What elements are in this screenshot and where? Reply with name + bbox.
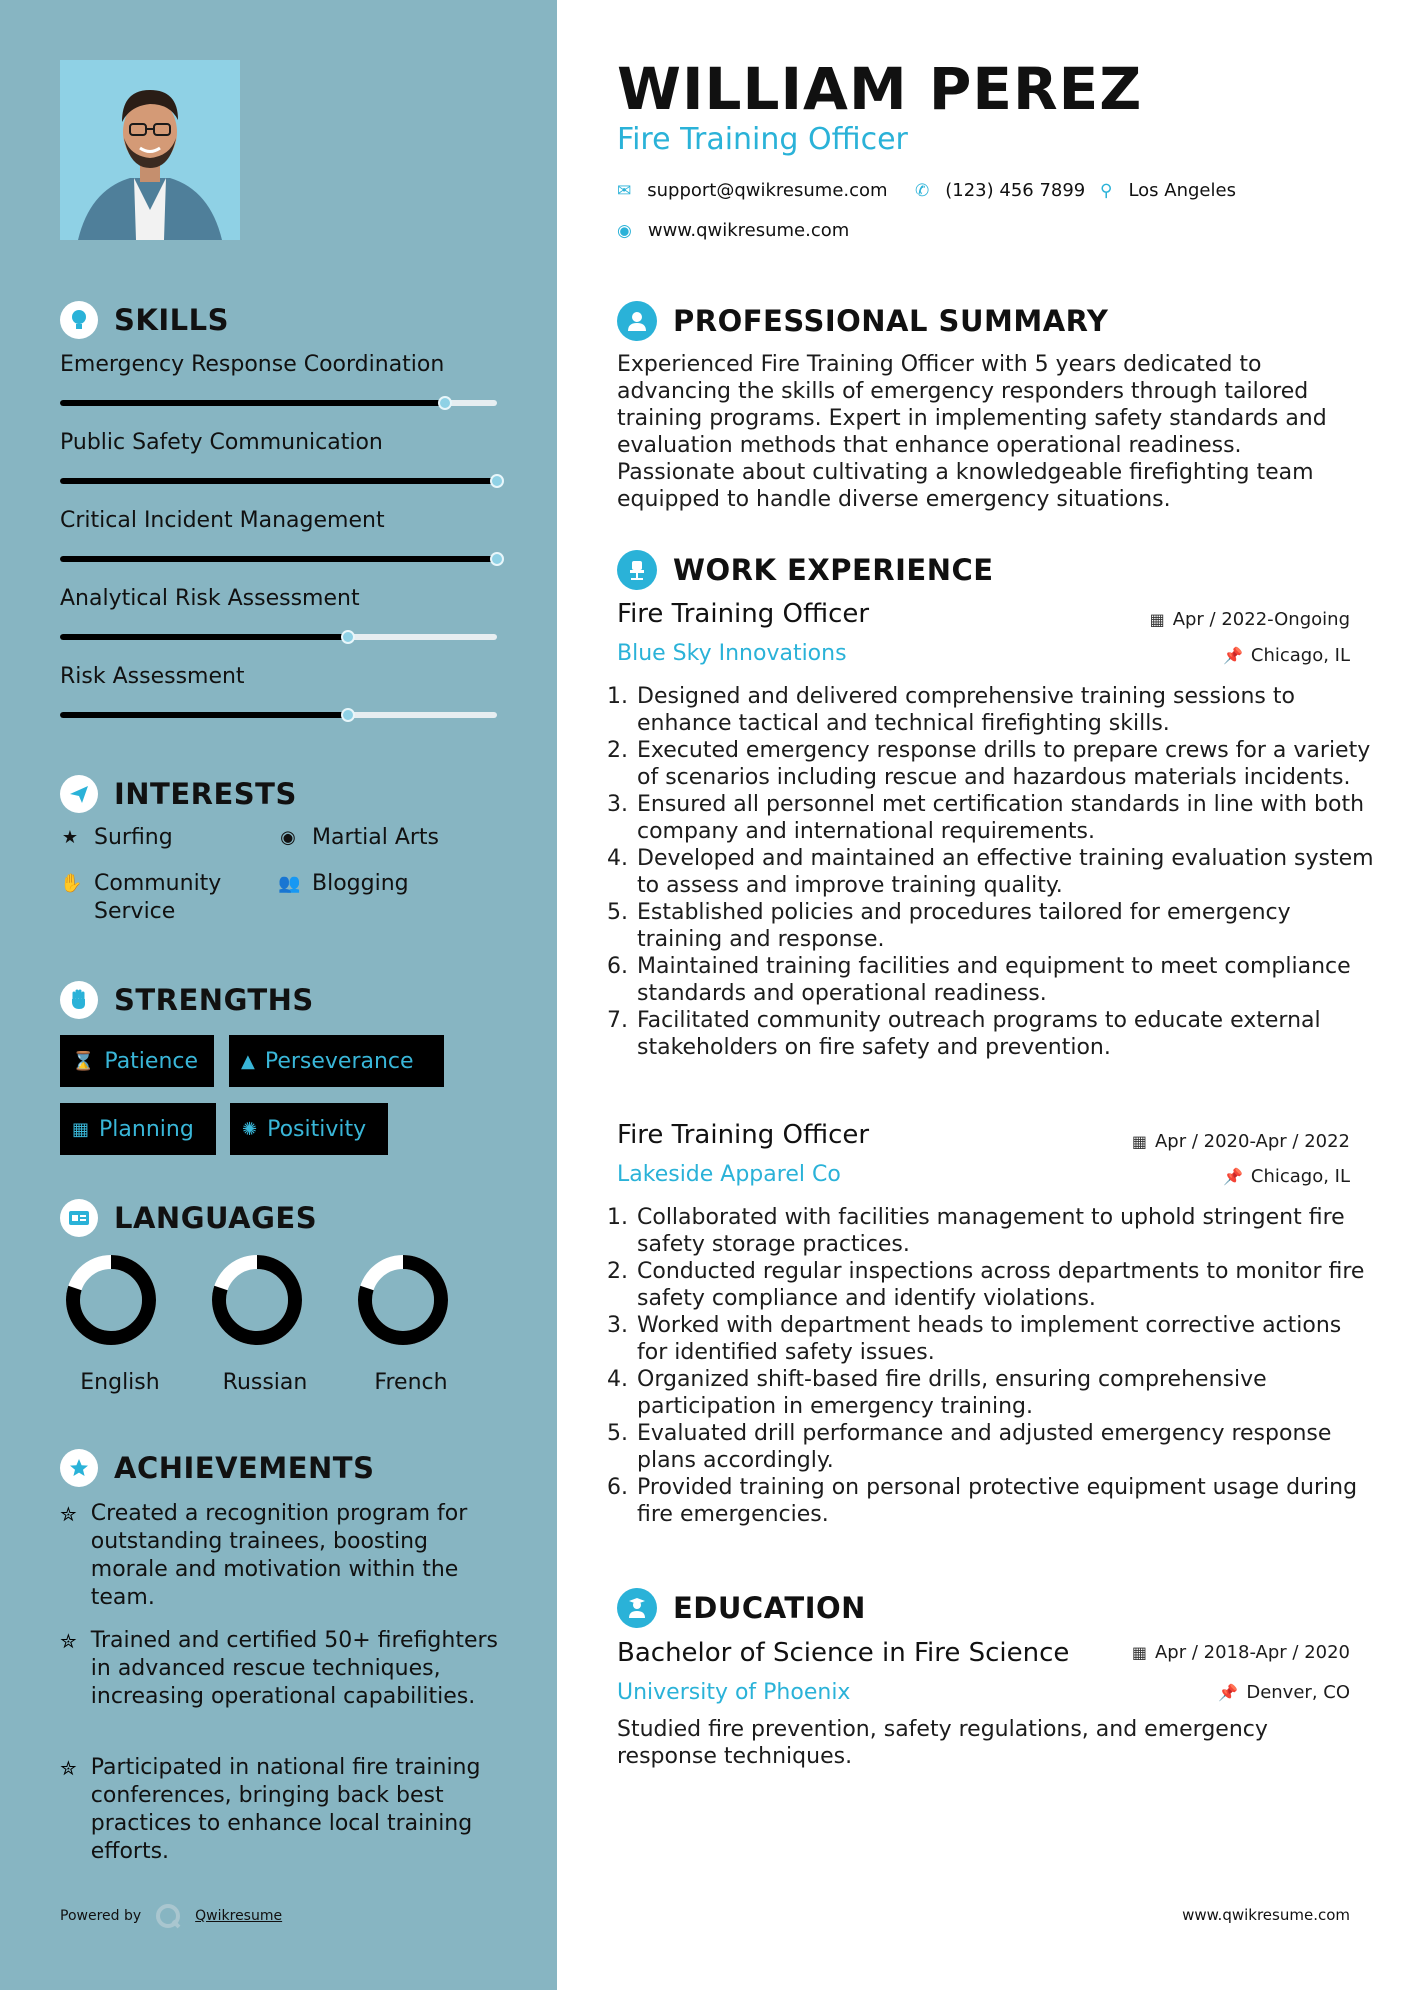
duty-item: 5. Evaluated drill performance and adjusted emergency response plans accordingly. — [635, 1420, 1375, 1474]
education-location: 📌 Denver, CO — [1218, 1682, 1350, 1703]
language-label: English — [80, 1370, 160, 1395]
education-dates: ▦ Apr / 2018-Apr / 2020 — [1131, 1642, 1350, 1663]
duty-item: 3. Worked with department heads to implement corrective actions for identified safety issues. — [635, 1312, 1375, 1366]
contact-location: ⚲ Los Angeles — [1100, 180, 1236, 201]
job-dates: ▦ Apr / 2022-Ongoing — [1149, 609, 1350, 630]
duty-item: 4. Developed and maintained an effective training evaluation system to assess and improve training quality. — [635, 845, 1375, 899]
sun-icon: ✺ — [242, 1118, 258, 1140]
duty-item: 2. Executed emergency response drills to prepare crews for a variety of scenarios including rescue and hazardous materials incidents. — [635, 737, 1375, 791]
users-icon: 👥 — [278, 873, 301, 894]
language-label: Russian — [222, 1370, 308, 1395]
skill-bar-fill — [60, 712, 348, 718]
job-title: Fire Training Officer — [617, 1120, 870, 1150]
skill-bar — [60, 400, 497, 406]
duty-item: 6. Provided training on personal protective equipment usage during fire emergencies. — [635, 1474, 1375, 1528]
education-heading: EDUCATION — [617, 1585, 866, 1631]
achievement-item: ✮ Trained and certified 50+ firefighters in advanced rescue techniques, increasing operational capabilities. — [60, 1628, 499, 1709]
map-pin-icon: ⚲ — [1100, 180, 1113, 201]
duty-item: 2. Conducted regular inspections across departments to monitor fire safety compliance and identify violations. — [635, 1258, 1375, 1312]
people-icon: ▲ — [241, 1050, 255, 1072]
globe-icon: ◉ — [280, 827, 296, 848]
duty-item: 1. Designed and delivered comprehensive training sessions to enhance tactical and technical firefighting skills. — [635, 683, 1375, 737]
job-title: Fire Training Officer — [617, 599, 870, 629]
interest-item: ✋ Community Service — [60, 871, 222, 924]
skill-name: Risk Assessment — [60, 664, 245, 689]
education-description: Studied fire prevention, safety regulations, and emergency response techniques. — [617, 1717, 1268, 1769]
skill-bar-knob — [341, 708, 355, 722]
skill-bar-knob — [341, 630, 355, 644]
id-card-icon — [60, 1199, 98, 1237]
languages-heading: LANGUAGES — [60, 1196, 317, 1240]
interests-heading: INTERESTS — [60, 772, 297, 816]
contact-website[interactable]: ◉ www.qwikresume.com — [617, 220, 850, 241]
duty-item: 3. Ensured all personnel met certification standards in line with both company and international requirements. — [635, 791, 1375, 845]
calendar-icon: ▦ — [1131, 1132, 1147, 1151]
language-ring — [358, 1255, 448, 1345]
globe-icon: ◉ — [617, 220, 632, 241]
degree-title: Bachelor of Science in Fire Science — [617, 1638, 1070, 1668]
hand-icon: ✋ — [60, 873, 83, 894]
candidate-name: WILLIAM PEREZ — [617, 55, 1143, 123]
hand-raised-icon — [60, 981, 98, 1019]
skill-name: Emergency Response Coordination — [60, 352, 445, 377]
skill-bar-fill — [60, 634, 348, 640]
calendar-icon: ▦ — [1149, 610, 1165, 629]
school-name: University of Phoenix — [617, 1680, 851, 1705]
duty-item: 4. Organized shift-based fire drills, ensuring comprehensive participation in emergency training. — [635, 1366, 1375, 1420]
interest-item: ◉ Martial Arts — [278, 824, 508, 852]
envelope-icon: ✉ — [617, 180, 632, 201]
skill-bar-knob — [490, 552, 504, 566]
star-icon: ★ — [61, 827, 79, 848]
pin-icon: 📌 — [1218, 1683, 1239, 1702]
achievement-item: ✮ Participated in national fire training conferences, bringing back best practices to enhance local training efforts. — [60, 1755, 481, 1864]
strength-chip: ✺ Positivity — [230, 1103, 388, 1155]
language-label: French — [374, 1370, 448, 1395]
pin-icon: 📌 — [1222, 1167, 1243, 1186]
pin-icon: 📌 — [1222, 646, 1243, 665]
job-duties — [613, 1204, 1375, 1528]
skill-bar-knob — [490, 474, 504, 488]
strength-chip: ⌛ Patience — [60, 1035, 214, 1087]
skill-bar-fill — [60, 400, 445, 406]
skill-name: Public Safety Communication — [60, 430, 383, 455]
skill-bar — [60, 556, 497, 562]
language-ring — [212, 1255, 302, 1345]
duty-item: 7. Facilitated community outreach programs to educate external stakeholders on fire safety and prevention. — [635, 1007, 1375, 1061]
candidate-role: Fire Training Officer — [617, 122, 908, 157]
experience-heading: WORK EXPERIENCE — [617, 547, 994, 593]
duty-item: 5. Established policies and procedures tailored for emergency training and response. — [635, 899, 1375, 953]
interest-item: ★ Surfing — [61, 825, 173, 850]
interest-item: 👥 Blogging — [278, 871, 409, 896]
trophy-star-icon: ✮ — [60, 1502, 77, 1526]
skill-bar-fill — [60, 478, 497, 484]
profile-photo — [60, 60, 240, 240]
calendar-icon: ▦ — [72, 1118, 90, 1140]
lightbulb-icon — [60, 301, 98, 339]
job-company: Blue Sky Innovations — [617, 641, 847, 666]
footer-website[interactable]: www.qwikresume.com — [1182, 1906, 1350, 1924]
skill-bar — [60, 634, 497, 640]
job-location: 📌 Chicago, IL — [1222, 645, 1350, 666]
office-chair-icon — [617, 550, 657, 590]
skill-bar — [60, 712, 497, 718]
star-badge-icon — [60, 1449, 98, 1487]
skills-heading: SKILLS — [60, 298, 229, 342]
skill-name: Critical Incident Management — [60, 508, 385, 533]
contact-phone[interactable]: ✆ (123) 456 7899 — [915, 180, 1086, 201]
strengths-heading: STRENGTHS — [60, 978, 314, 1022]
user-icon — [617, 301, 657, 341]
language-ring — [66, 1255, 156, 1345]
calendar-icon: ▦ — [1131, 1643, 1147, 1662]
skill-bar-knob — [438, 396, 452, 410]
achievements-heading: ACHIEVEMENTS — [60, 1446, 374, 1490]
contact-email[interactable]: ✉ support@qwikresume.com — [617, 180, 888, 201]
trophy-star-icon: ✮ — [60, 1629, 77, 1653]
powered-by: Powered by Qwikresume — [60, 1903, 282, 1929]
skill-name: Analytical Risk Assessment — [60, 586, 360, 611]
graduate-icon — [617, 1588, 657, 1628]
job-dates: ▦ Apr / 2020-Apr / 2022 — [1131, 1131, 1350, 1152]
strength-chip: ▲ Perseverance — [229, 1035, 444, 1087]
trophy-star-icon: ✮ — [60, 1756, 77, 1780]
paper-plane-icon — [60, 775, 98, 813]
skill-bar — [60, 478, 497, 484]
qwikresume-link[interactable]: Qwikresume — [195, 1908, 283, 1924]
skill-bar-fill — [60, 556, 497, 562]
duty-item: 1. Collaborated with facilities management to uphold stringent fire safety storage practices. — [635, 1204, 1375, 1258]
hourglass-icon: ⌛ — [72, 1050, 95, 1072]
qwikresume-logo-icon — [155, 1903, 181, 1929]
strength-chip: ▦ Planning — [60, 1103, 216, 1155]
achievement-item: ✮ Created a recognition program for outstanding trainees, boosting morale and motivation within the team. — [60, 1501, 468, 1610]
job-duties — [613, 683, 1375, 1061]
phone-icon: ✆ — [915, 180, 930, 201]
duty-item: 6. Maintained training facilities and equipment to meet compliance standards and operational readiness. — [635, 953, 1375, 1007]
job-location: 📌 Chicago, IL — [1222, 1166, 1350, 1187]
summary-heading: PROFESSIONAL SUMMARY — [617, 298, 1108, 344]
summary-text: Experienced Fire Training Officer with 5 years dedicated to advancing the skills of emergency responders through tailored training programs. Expert in implementing safety standards and evaluation methods that enhance operational readiness. Passionate about cultivating a knowledgeable firefighting team equipped to handle diverse emergency situations. — [617, 352, 1327, 512]
job-company: Lakeside Apparel Co — [617, 1162, 841, 1187]
